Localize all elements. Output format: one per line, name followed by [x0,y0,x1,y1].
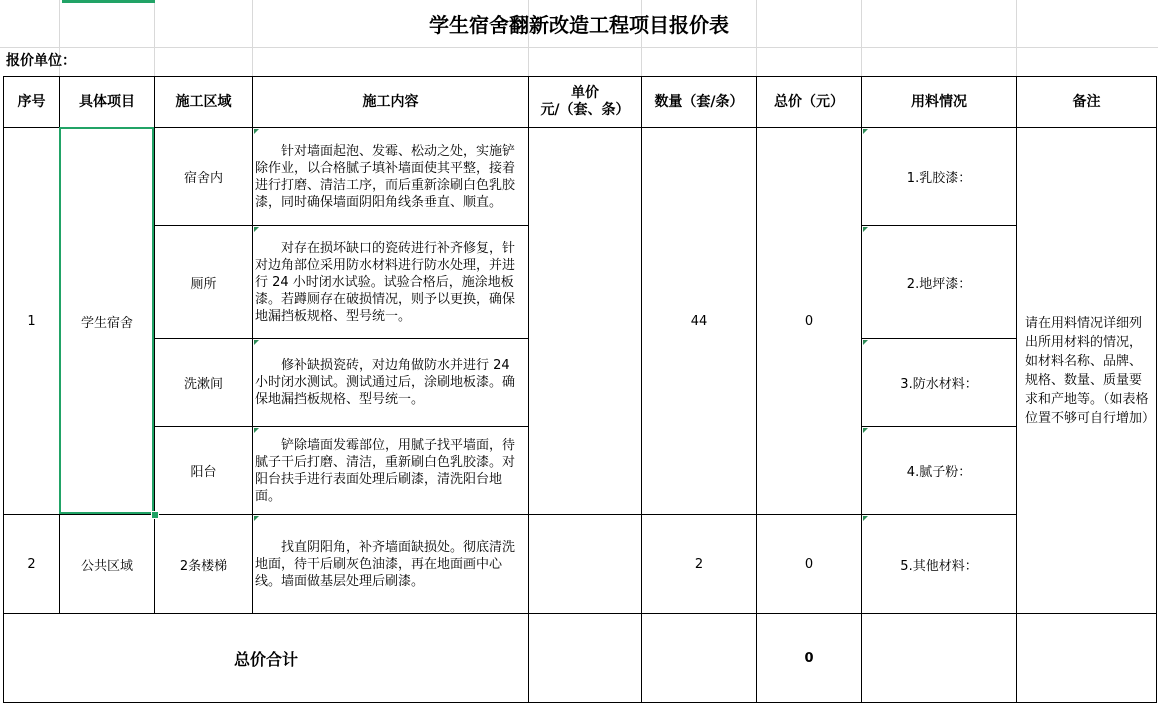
comment-indicator-icon [254,340,259,345]
cell-area[interactable]: 宿舍内 [155,128,253,226]
quote-unit-label: 报价单位： [6,53,76,69]
total-row [4,614,1157,703]
cell-total[interactable]: 0 [757,128,862,515]
cell-content[interactable] [253,128,529,226]
cell-unit-price[interactable] [529,128,642,515]
cell-quantity[interactable]: 44 [642,128,757,515]
cell-area[interactable]: 2条楼梯 [155,515,253,614]
cell-material[interactable] [862,128,1017,226]
header-area[interactable]: 施工区域 [155,77,253,128]
comment-indicator-icon [254,516,259,521]
cell-content[interactable] [253,226,529,339]
header-seq[interactable]: 序号 [4,77,60,128]
material-label: 1.乳胶漆： [906,171,972,186]
content-text: 铲除墙面发霉部位，用腻子找平墙面，待腻子干后打磨、清洁，重新刷白色乳胶漆。对阳台扶手进行表面处理后刷漆，清洗阳台地面。 [255,437,516,504]
cell-area[interactable]: 阳台 [155,427,253,515]
comment-indicator-icon [863,428,868,433]
cell-grand-total[interactable] [757,614,862,703]
table-row [4,515,1157,614]
header-unit-price-line2: 元/（套、条） [540,102,630,118]
material-label: 5.其他材料： [900,558,978,574]
cell-total-unit-price[interactable] [529,614,642,703]
cell-item[interactable]: 学生宿舍 [60,128,155,515]
total-label: 总价合计 [233,649,298,669]
cell-material[interactable] [862,339,1017,427]
cell-total-notes[interactable] [1017,614,1157,703]
header-unit-price[interactable] [529,77,642,128]
table-row [4,128,1157,226]
content-text: 针对墙面起泡、发霉、松动之处，实施铲除作业，以合格腻子填补墙面使其平整，接着进行打磨、清洁工序，而后重新涂刷白色乳胶漆，同时确保墙面阴阳角线条垂直、顺直。 [255,143,516,210]
cell-quantity[interactable]: 2 [642,515,757,614]
cell-item[interactable]: 公共区域 [60,515,155,614]
quote-table [3,76,1157,703]
header-row [4,77,1157,128]
cell-total-quantity[interactable] [642,614,757,703]
gridline [0,47,1158,48]
cell-seq[interactable]: 1 [4,128,60,515]
cell-unit-price[interactable] [529,515,642,614]
cell-material[interactable] [862,427,1017,515]
cell-content[interactable] [253,427,529,515]
header-unit-price-line1: 单价 [571,85,599,101]
cell-total-materials[interactable] [862,614,1017,703]
cell-material[interactable] [862,226,1017,339]
header-quantity[interactable]: 数量（套/条） [642,77,757,128]
comment-indicator-icon [863,340,868,345]
material-label: 3.防水材料： [900,377,978,392]
comment-indicator-icon [863,129,868,134]
cell-area[interactable]: 厕所 [155,226,253,339]
comment-indicator-icon [863,516,868,521]
comment-indicator-icon [254,428,259,433]
cell-content[interactable] [253,515,529,614]
comment-indicator-icon [254,227,259,232]
content-text: 找直阴阳角，补齐墙面缺损处。彻底清洗地面，待干后刷灰色油漆，再在地面画中心线。墙面做基层处理后刷漆。 [255,539,516,589]
total-label-cell[interactable] [4,614,529,703]
cell-notes[interactable] [1017,128,1157,614]
header-total[interactable]: 总价（元） [757,77,862,128]
comment-indicator-icon [254,129,259,134]
content-text: 对存在损坏缺口的瓷砖进行补齐修复，针对边角部位采用防水材料进行防水处理，并进行 24 小时闭水试验。试验合格后，施涂地板漆。若蹲厕存在破损情况，则予以更换，确保地漏挡板规格、型号统一。 [255,240,516,324]
cell-content[interactable] [253,339,529,427]
cell-total[interactable]: 0 [757,515,862,614]
material-label: 4.腻子粉： [906,465,972,480]
header-item[interactable]: 具体项目 [60,77,155,128]
fill-handle[interactable] [151,511,159,519]
cell-material[interactable] [862,515,1017,614]
material-label: 2.地坪漆： [906,276,972,292]
header-content[interactable]: 施工内容 [253,77,529,128]
grand-total-value: 0 [804,650,814,666]
content-text: 修补缺损瓷砖，对边角做防水并进行 24 小时闭水测试。测试通过后，涂刷地板漆。确保地漏挡板规格、型号统一。 [255,358,516,407]
notes-text: 请在用料情况详细列出所用材料的情况，如材料名称、品牌、规格、数量、质量要求和产地等。（如表格位置不够可自行增加） [1025,315,1156,426]
header-materials[interactable]: 用料情况 [862,77,1017,128]
cell-seq[interactable]: 2 [4,515,60,614]
sheet-title: 学生宿舍翻新改造工程项目报价表 [429,13,729,37]
comment-indicator-icon [863,227,868,232]
header-notes[interactable]: 备注 [1017,77,1157,128]
cell-area[interactable]: 洗漱间 [155,339,253,427]
